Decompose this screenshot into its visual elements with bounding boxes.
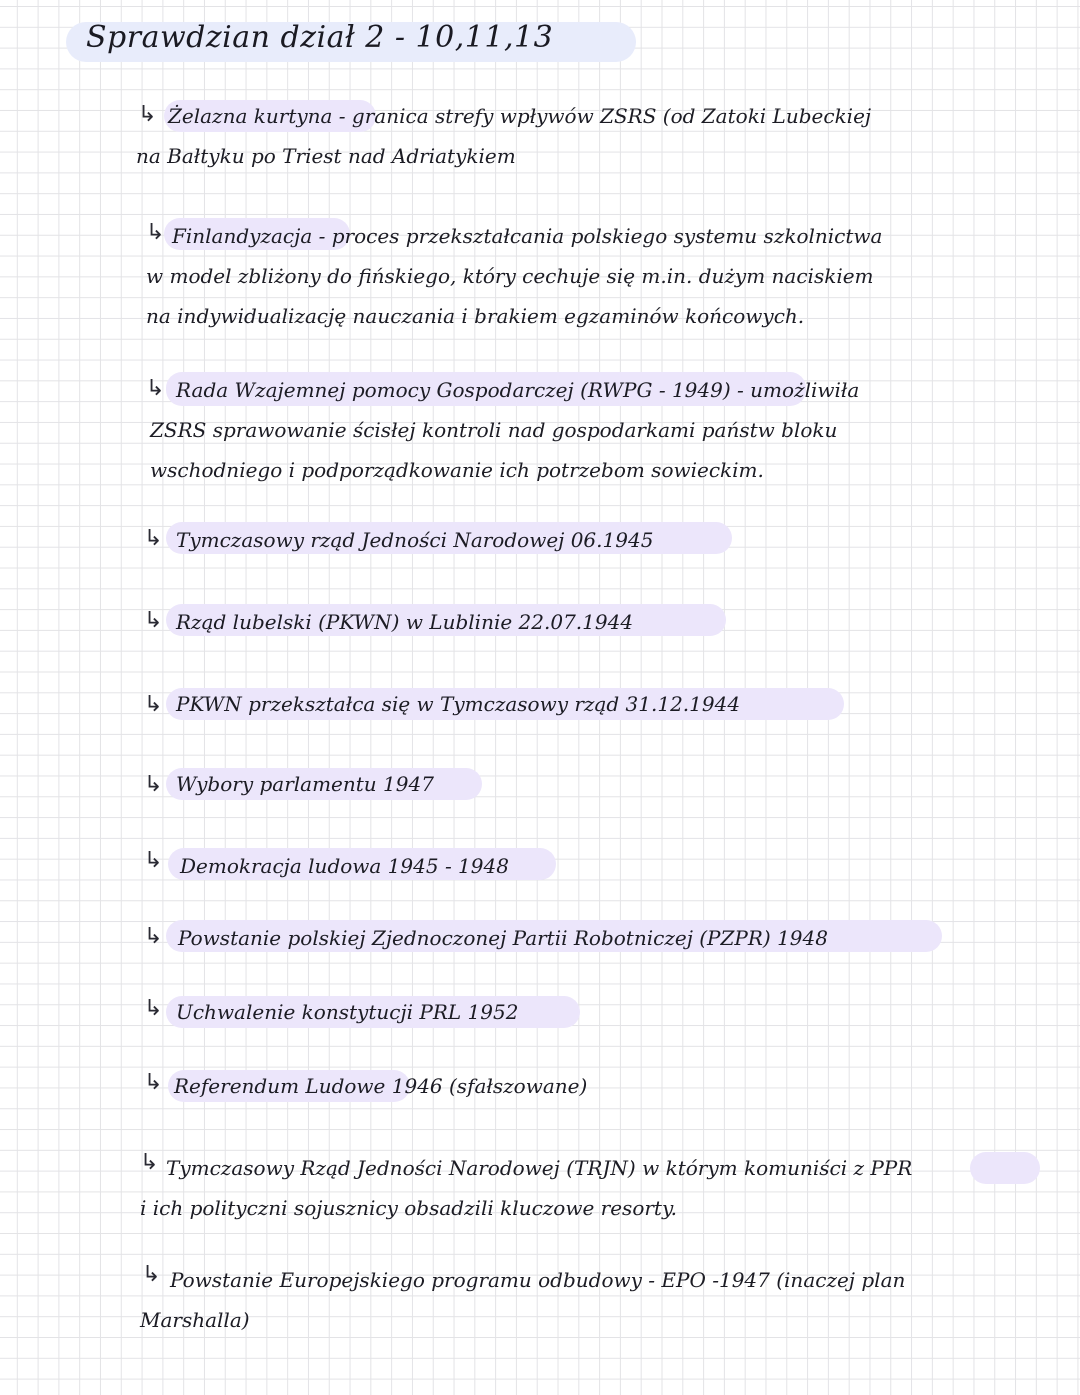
entry-line: i ich polityczni sojusznicy obsadzili kluczowe resorty. bbox=[140, 1196, 677, 1220]
entry-line: Powstanie polskiej Zjednoczonej Partii Robotniczej (PZPR) 1948 bbox=[178, 926, 828, 950]
entry-line: w model zbliżony do fińskiego, który cechuje się m.in. dużym naciskiem bbox=[146, 264, 874, 288]
arrow-icon: ↳ bbox=[144, 526, 163, 551]
entry-line bbox=[168, 106, 871, 126]
entry-text: - granica strefy wpływów ZSRS (od Zatoki Lubeckiej bbox=[332, 104, 872, 128]
entry-line bbox=[174, 1076, 587, 1096]
arrow-icon: ↳ bbox=[144, 1070, 163, 1095]
entry-line: Wybory parlamentu 1947 bbox=[176, 772, 434, 796]
entry-term: Tymczasowy Rząd Jedności Narodowej (TRJN) bbox=[166, 1156, 636, 1180]
entry-term: Powstanie Europejskiego programu odbudowy - EPO -1947 bbox=[170, 1268, 770, 1292]
term-highlight bbox=[970, 1152, 1040, 1184]
entry-text: - proces przekształcania polskiego systemu szkolnictwa bbox=[312, 224, 883, 248]
arrow-icon: ↳ bbox=[144, 608, 163, 633]
arrow-icon: ↳ bbox=[144, 996, 163, 1021]
arrow-icon: ↳ bbox=[144, 772, 163, 797]
arrow-icon: ↳ bbox=[144, 848, 163, 873]
arrow-icon: ↳ bbox=[144, 924, 163, 949]
entry-line: PKWN przekształca się w Tymczasowy rząd 31.12.1944 bbox=[176, 692, 741, 716]
entry-text: 1946 (sfałszowane) bbox=[385, 1074, 588, 1098]
entry-line bbox=[172, 226, 882, 246]
entry-line: na Bałtyku po Triest nad Adriatykiem bbox=[136, 144, 516, 168]
entry-line: Uchwalenie konstytucji PRL 1952 bbox=[176, 1000, 519, 1024]
entry-term: Żelazna kurtyna bbox=[168, 104, 333, 128]
entry-text: (inaczej plan bbox=[769, 1268, 906, 1292]
arrow-icon: ↳ bbox=[140, 1150, 159, 1175]
entry-text: - umożliwiła bbox=[730, 378, 860, 402]
entry-text: w którym komuniści z PPR bbox=[635, 1156, 913, 1180]
arrow-icon: ↳ bbox=[144, 692, 163, 717]
entry-line bbox=[170, 1270, 905, 1290]
page-title: Sprawdzian dział 2 - 10,11,13 bbox=[86, 20, 554, 55]
entry-line: na indywidualizację nauczania i brakiem egzaminów końcowych. bbox=[146, 304, 805, 328]
entry-term: Rada Wzajemnej pomocy Gospodarczej (RWPG - 1949) bbox=[176, 378, 731, 402]
entry-line: ZSRS sprawowanie ścisłej kontroli nad gospodarkami państw bloku bbox=[150, 418, 838, 442]
entry-line bbox=[176, 380, 859, 400]
entry-term: Referendum Ludowe bbox=[174, 1074, 386, 1098]
entry-term: Finlandyzacja bbox=[172, 224, 313, 248]
arrow-icon: ↳ bbox=[146, 220, 165, 245]
entry-line: Rząd lubelski (PKWN) w Lublinie 22.07.1944 bbox=[176, 610, 634, 634]
entry-line: Marshalla) bbox=[140, 1308, 250, 1332]
entry-line bbox=[166, 1158, 912, 1178]
arrow-icon: ↳ bbox=[138, 102, 157, 127]
arrow-icon: ↳ bbox=[142, 1262, 161, 1287]
entry-line: Tymczasowy rząd Jedności Narodowej 06.1945 bbox=[176, 528, 654, 552]
entry-line: Demokracja ludowa 1945 - 1948 bbox=[180, 854, 509, 878]
arrow-icon: ↳ bbox=[146, 376, 165, 401]
entry-line: wschodniego i podporządkowanie ich potrzebom sowieckim. bbox=[150, 458, 764, 482]
